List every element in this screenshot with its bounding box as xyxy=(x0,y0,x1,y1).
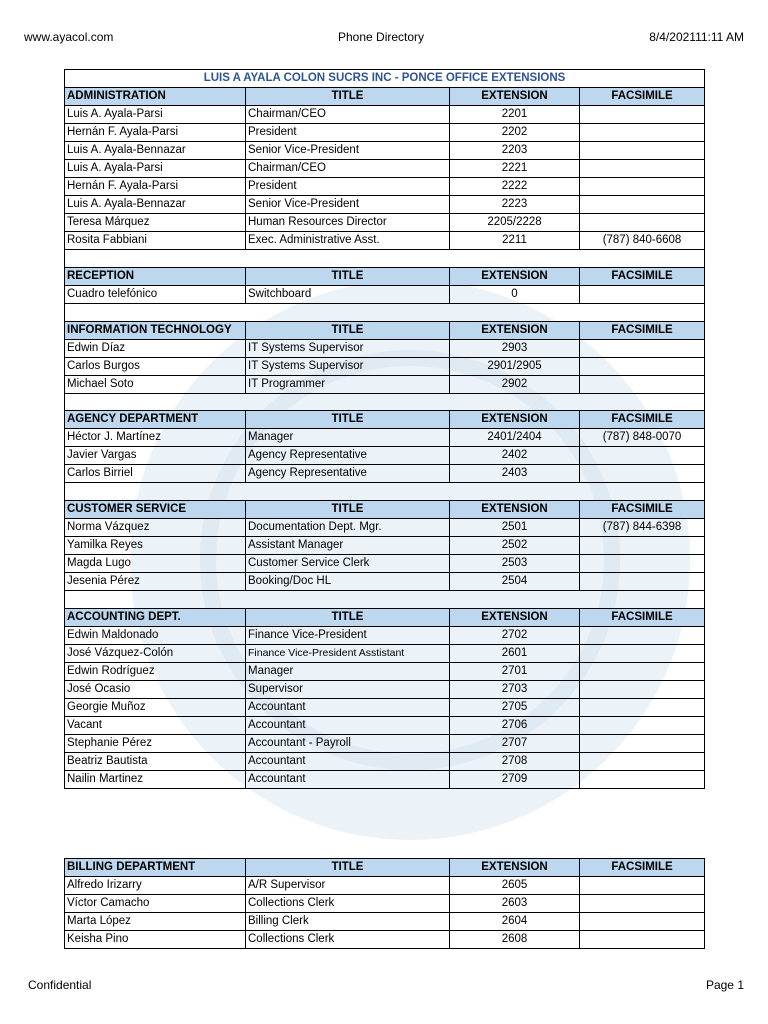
column-header-facsimile: FACSIMILE xyxy=(580,411,705,429)
facsimile-number xyxy=(580,770,705,788)
table-row xyxy=(65,214,705,232)
employee-name: Alfredo Irizarry xyxy=(65,877,246,895)
table-row xyxy=(65,160,705,178)
extension-number: 2605 xyxy=(450,877,580,895)
spacer-cell xyxy=(65,393,705,411)
table-title-row xyxy=(65,70,705,88)
employee-title: Accountant xyxy=(246,698,450,716)
column-header-title: TITLE xyxy=(246,859,450,877)
table-row xyxy=(65,626,705,644)
column-header-facsimile: FACSIMILE xyxy=(580,501,705,519)
employee-title: Exec. Administrative Asst. xyxy=(246,232,450,250)
employee-name: Norma Vázquez xyxy=(65,519,246,537)
table-row xyxy=(65,465,705,483)
facsimile-number xyxy=(580,196,705,214)
facsimile-number xyxy=(580,447,705,465)
extension-number: 0 xyxy=(450,285,580,303)
table-row xyxy=(65,913,705,931)
extension-number: 2401/2404 xyxy=(450,429,580,447)
employee-title: Supervisor xyxy=(246,680,450,698)
column-header-title: TITLE xyxy=(246,608,450,626)
employee-name: Víctor Camacho xyxy=(65,895,246,913)
extension-number: 2202 xyxy=(450,124,580,142)
column-header-extension: EXTENSION xyxy=(450,859,580,877)
facsimile-number xyxy=(580,716,705,734)
section-name: AGENCY DEPARTMENT xyxy=(65,411,246,429)
column-header-facsimile: FACSIMILE xyxy=(580,88,705,106)
facsimile-number xyxy=(580,698,705,716)
table-row xyxy=(65,662,705,680)
spacer-row xyxy=(65,591,705,609)
extension-number: 2205/2228 xyxy=(450,214,580,232)
employee-name: Edwin Maldonado xyxy=(65,626,246,644)
extension-number: 2701 xyxy=(450,662,580,680)
employee-name: Luis A. Ayala-Parsi xyxy=(65,160,246,178)
employee-title: Billing Clerk xyxy=(246,913,450,931)
table-row xyxy=(65,573,705,591)
employee-title: Accountant - Payroll xyxy=(246,734,450,752)
table-title: LUIS A AYALA COLON SUCRS INC - PONCE OFFICE EXTENSIONS xyxy=(65,70,705,88)
extension-number: 2403 xyxy=(450,465,580,483)
section-name: CUSTOMER SERVICE xyxy=(65,501,246,519)
employee-name: Vacant xyxy=(65,716,246,734)
extension-number: 2201 xyxy=(450,106,580,124)
employee-title: Collections Clerk xyxy=(246,931,450,949)
facsimile-number xyxy=(580,178,705,196)
facsimile-number xyxy=(580,680,705,698)
table-row xyxy=(65,895,705,913)
column-header-facsimile: FACSIMILE xyxy=(580,267,705,285)
table-row xyxy=(65,375,705,393)
table-row xyxy=(65,519,705,537)
employee-name: José Vázquez-Colón xyxy=(65,644,246,662)
facsimile-number xyxy=(580,573,705,591)
facsimile-number xyxy=(580,752,705,770)
facsimile-number xyxy=(580,357,705,375)
table-row xyxy=(65,339,705,357)
employee-title: Agency Representative xyxy=(246,447,450,465)
employee-name: Luis A. Ayala-Bennazar xyxy=(65,196,246,214)
section-name: INFORMATION TECHNOLOGY xyxy=(65,321,246,339)
facsimile-number xyxy=(580,662,705,680)
facsimile-number xyxy=(580,913,705,931)
employee-title: Switchboard xyxy=(246,285,450,303)
employee-title: IT Programmer xyxy=(246,375,450,393)
extension-number: 2902 xyxy=(450,375,580,393)
table-row xyxy=(65,357,705,375)
extension-number: 2402 xyxy=(450,447,580,465)
employee-name: Héctor J. Martínez xyxy=(65,429,246,447)
column-header-facsimile: FACSIMILE xyxy=(580,859,705,877)
section-header-row xyxy=(65,859,705,877)
column-header-extension: EXTENSION xyxy=(450,501,580,519)
column-header-title: TITLE xyxy=(246,411,450,429)
facsimile-number: (787) 840-6608 xyxy=(580,232,705,250)
extension-number: 2603 xyxy=(450,895,580,913)
extension-number: 2504 xyxy=(450,573,580,591)
employee-name: Hernán F. Ayala-Parsi xyxy=(65,178,246,196)
employee-title: Human Resources Director xyxy=(246,214,450,232)
extension-number: 2601 xyxy=(450,644,580,662)
header-datetime: 8/4/202111:11 AM xyxy=(649,30,744,44)
employee-name: Luis A. Ayala-Bennazar xyxy=(65,142,246,160)
column-header-title: TITLE xyxy=(246,321,450,339)
table-row xyxy=(65,877,705,895)
table-row xyxy=(65,734,705,752)
employee-title: Manager xyxy=(246,662,450,680)
employee-title: Manager xyxy=(246,429,450,447)
facsimile-number xyxy=(580,465,705,483)
billing-table xyxy=(64,858,705,949)
employee-name: Edwin Díaz xyxy=(65,339,246,357)
spacer-row xyxy=(65,250,705,268)
column-header-facsimile: FACSIMILE xyxy=(580,608,705,626)
section-name: RECEPTION xyxy=(65,267,246,285)
employee-name: Magda Lugo xyxy=(65,555,246,573)
employee-name: Hernán F. Ayala-Parsi xyxy=(65,124,246,142)
extension-number: 2703 xyxy=(450,680,580,698)
extension-number: 2903 xyxy=(450,339,580,357)
employee-name: Keisha Pino xyxy=(65,931,246,949)
facsimile-number: (787) 848-0070 xyxy=(580,429,705,447)
spacer-cell xyxy=(65,303,705,321)
column-header-extension: EXTENSION xyxy=(450,267,580,285)
employee-title: Agency Representative xyxy=(246,465,450,483)
extension-number: 2604 xyxy=(450,913,580,931)
column-header-extension: EXTENSION xyxy=(450,411,580,429)
spacer-cell xyxy=(65,591,705,609)
table-row xyxy=(65,285,705,303)
extension-number: 2702 xyxy=(450,626,580,644)
employee-name: Teresa Márquez xyxy=(65,214,246,232)
facsimile-number xyxy=(580,124,705,142)
extension-number: 2502 xyxy=(450,537,580,555)
table-row xyxy=(65,716,705,734)
column-header-facsimile: FACSIMILE xyxy=(580,321,705,339)
employee-title: President xyxy=(246,178,450,196)
employee-name: Beatriz Bautista xyxy=(65,752,246,770)
facsimile-number xyxy=(580,734,705,752)
extension-number: 2222 xyxy=(450,178,580,196)
extension-number: 2223 xyxy=(450,196,580,214)
table-row xyxy=(65,537,705,555)
extension-number: 2211 xyxy=(450,232,580,250)
header-title: Phone Directory xyxy=(338,30,425,44)
facsimile-number: (787) 844-6398 xyxy=(580,519,705,537)
facsimile-number xyxy=(580,895,705,913)
employee-name: José Ocasio xyxy=(65,680,246,698)
extension-number: 2608 xyxy=(450,931,580,949)
extension-number: 2203 xyxy=(450,142,580,160)
facsimile-number xyxy=(580,214,705,232)
employee-title: Assistant Manager xyxy=(246,537,450,555)
facsimile-number xyxy=(580,644,705,662)
section-header-row xyxy=(65,321,705,339)
column-header-title: TITLE xyxy=(246,267,450,285)
employee-title: Collections Clerk xyxy=(246,895,450,913)
employee-title: Finance Vice-President xyxy=(246,626,450,644)
table-row xyxy=(65,232,705,250)
employee-name: Rosita Fabbiani xyxy=(65,232,246,250)
facsimile-number xyxy=(580,375,705,393)
facsimile-number xyxy=(580,931,705,949)
employee-title: Finance Vice-President Asstistant xyxy=(246,644,450,662)
extension-number: 2501 xyxy=(450,519,580,537)
employee-title: Senior Vice-President xyxy=(246,142,450,160)
table-row xyxy=(65,931,705,949)
column-header-title: TITLE xyxy=(246,501,450,519)
employee-title: Chairman/CEO xyxy=(246,160,450,178)
table-row xyxy=(65,447,705,465)
employee-title: President xyxy=(246,124,450,142)
section-name: ADMINISTRATION xyxy=(65,88,246,106)
employee-title: A/R Supervisor xyxy=(246,877,450,895)
extension-number: 2503 xyxy=(450,555,580,573)
section-header-row xyxy=(65,608,705,626)
employee-title: Senior Vice-President xyxy=(246,196,450,214)
section-name: BILLING DEPARTMENT xyxy=(65,859,246,877)
table-row xyxy=(65,770,705,788)
table-row xyxy=(65,429,705,447)
employee-title: IT Systems Supervisor xyxy=(246,357,450,375)
employee-name: Carlos Birriel xyxy=(65,465,246,483)
table-row xyxy=(65,644,705,662)
employee-name: Javier Vargas xyxy=(65,447,246,465)
section-header-row xyxy=(65,501,705,519)
footer-confidential: Confidential xyxy=(28,978,92,992)
section-header-row xyxy=(65,88,705,106)
facsimile-number xyxy=(580,160,705,178)
employee-title: Booking/Doc HL xyxy=(246,573,450,591)
employee-title: Customer Service Clerk xyxy=(246,555,450,573)
employee-title: Accountant xyxy=(246,716,450,734)
header-website: www.ayacol.com xyxy=(24,30,114,44)
extension-number: 2709 xyxy=(450,770,580,788)
employee-title: Accountant xyxy=(246,752,450,770)
employee-name: Michael Soto xyxy=(65,375,246,393)
employee-name: Cuadro telefónico xyxy=(65,285,246,303)
extension-number: 2708 xyxy=(450,752,580,770)
employee-name: Jesenia Pérez xyxy=(65,573,246,591)
facsimile-number xyxy=(580,626,705,644)
table-row xyxy=(65,680,705,698)
spacer-cell xyxy=(65,250,705,268)
extension-number: 2707 xyxy=(450,734,580,752)
facsimile-number xyxy=(580,537,705,555)
employee-name: Luis A. Ayala-Parsi xyxy=(65,106,246,124)
facsimile-number xyxy=(580,285,705,303)
spacer-row xyxy=(65,303,705,321)
spacer-cell xyxy=(65,483,705,501)
facsimile-number xyxy=(580,339,705,357)
table-row xyxy=(65,752,705,770)
table-row xyxy=(65,555,705,573)
employee-name: Nailin Martinez xyxy=(65,770,246,788)
employee-name: Edwin Rodríguez xyxy=(65,662,246,680)
facsimile-number xyxy=(580,555,705,573)
column-header-extension: EXTENSION xyxy=(450,608,580,626)
column-header-title: TITLE xyxy=(246,88,450,106)
employee-title: Documentation Dept. Mgr. xyxy=(246,519,450,537)
employee-title: Chairman/CEO xyxy=(246,106,450,124)
column-header-extension: EXTENSION xyxy=(450,88,580,106)
table-row xyxy=(65,142,705,160)
footer-page-number: Page 1 xyxy=(705,978,744,992)
extension-number: 2705 xyxy=(450,698,580,716)
column-header-extension: EXTENSION xyxy=(450,321,580,339)
table-row xyxy=(65,124,705,142)
facsimile-number xyxy=(580,106,705,124)
employee-name: Marta López xyxy=(65,913,246,931)
section-header-row xyxy=(65,267,705,285)
table-row xyxy=(65,196,705,214)
extension-number: 2706 xyxy=(450,716,580,734)
employee-name: Stephanie Pérez xyxy=(65,734,246,752)
extension-number: 2901/2905 xyxy=(450,357,580,375)
facsimile-number xyxy=(580,142,705,160)
extensions-table xyxy=(64,69,705,789)
section-header-row xyxy=(65,411,705,429)
employee-name: Carlos Burgos xyxy=(65,357,246,375)
extension-number: 2221 xyxy=(450,160,580,178)
employee-title: IT Systems Supervisor xyxy=(246,339,450,357)
employee-title: Accountant xyxy=(246,770,450,788)
employee-name: Georgie Muñoz xyxy=(65,698,246,716)
spacer-row xyxy=(65,393,705,411)
employee-name: Yamilka Reyes xyxy=(65,537,246,555)
spacer-row xyxy=(65,483,705,501)
table-row xyxy=(65,106,705,124)
table-row xyxy=(65,698,705,716)
section-name: ACCOUNTING DEPT. xyxy=(65,608,246,626)
facsimile-number xyxy=(580,877,705,895)
table-row xyxy=(65,178,705,196)
